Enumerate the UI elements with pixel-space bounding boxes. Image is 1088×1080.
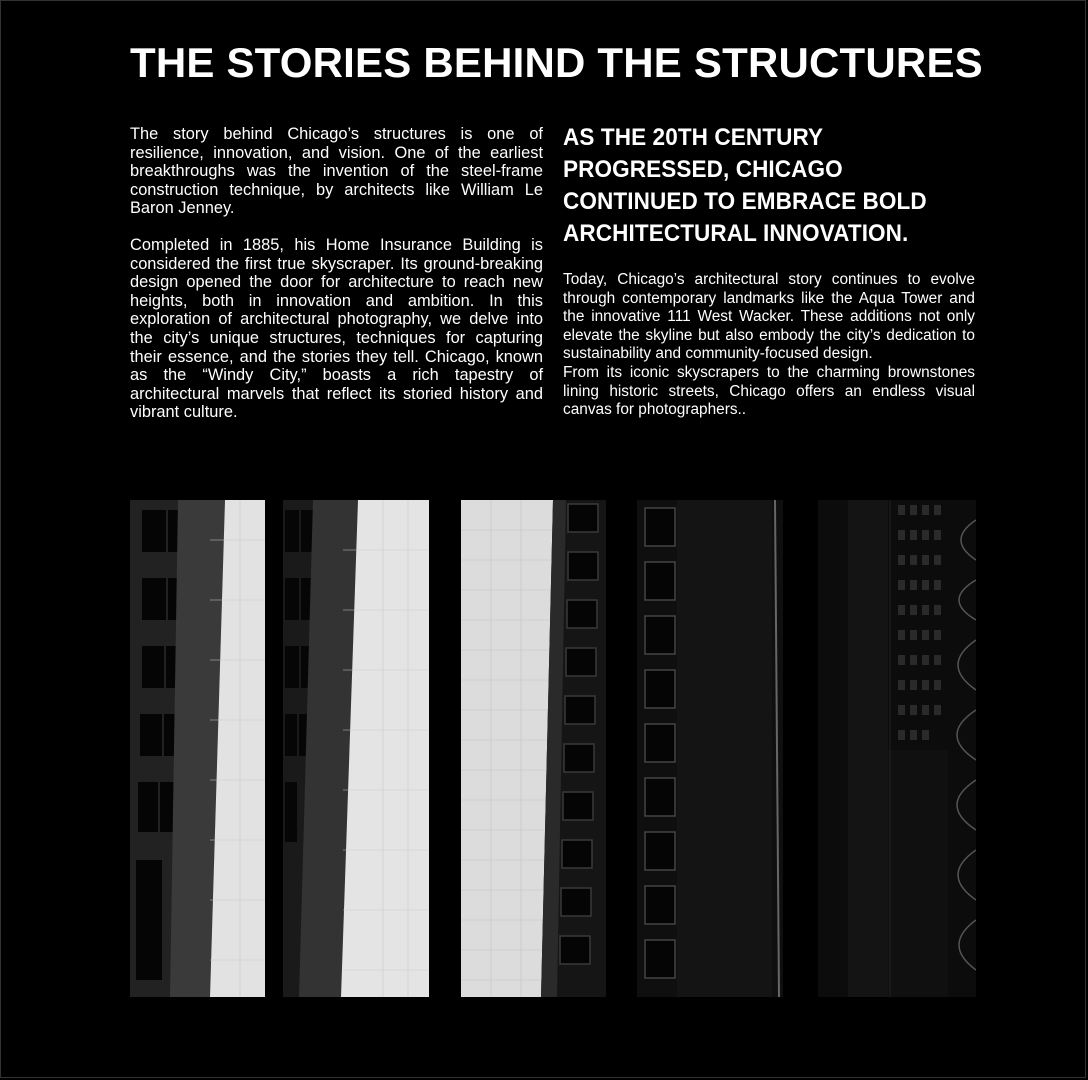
left-paragraph-1: The story behind Chicago’s structures is one of resilience, innovation, and vision. One of the earliest breakthroughs was the invention of the steel-frame construction technique, by architects like William Le Baron Jenney. [130, 125, 543, 218]
page-title: THE STORIES BEHIND THE STRUCTURES [130, 39, 983, 86]
building-photo-1 [130, 500, 265, 997]
building-photo-5 [818, 500, 976, 997]
right-paragraph-1: Today, Chicago’s architectural story continues to evolve through contemporary landmarks like the Aqua Tower and the innovative 111 West Wacker. These additions not only elevate the skyline but also embody the city’s dedication to sustainability and community-focused design. [563, 271, 975, 363]
pull-quote: AS THE 20TH CENTURY PROGRESSED, CHICAGO CONTINUED TO EMBRACE BOLD ARCHITECTURAL INNOVATION. [563, 124, 927, 247]
building-photo-4 [637, 500, 783, 997]
building-photo-3 [461, 500, 606, 997]
right-paragraph-2: From its iconic skyscrapers to the charming brownstones lining historic streets, Chicago offers an endless visual canvas for photographers.. [563, 363, 975, 419]
right-column [563, 122, 975, 420]
building-photo-2 [283, 500, 429, 997]
right-body [563, 271, 975, 420]
left-column [130, 125, 543, 422]
left-paragraph-2: Completed in 1885, his Home Insurance Building is considered the first true skyscraper. Its ground-breaking design opened the door for architecture to reach new heights, both in innovation and ambition. In this exploration of architectural photography, we delve into the city’s unique structures, techniques for capturing their essence, and the stories they tell. Chicago, known as the “Windy City,” boasts a rich tapestry of architectural marvels that reflect its storied history and vibrant culture. [130, 235, 543, 422]
